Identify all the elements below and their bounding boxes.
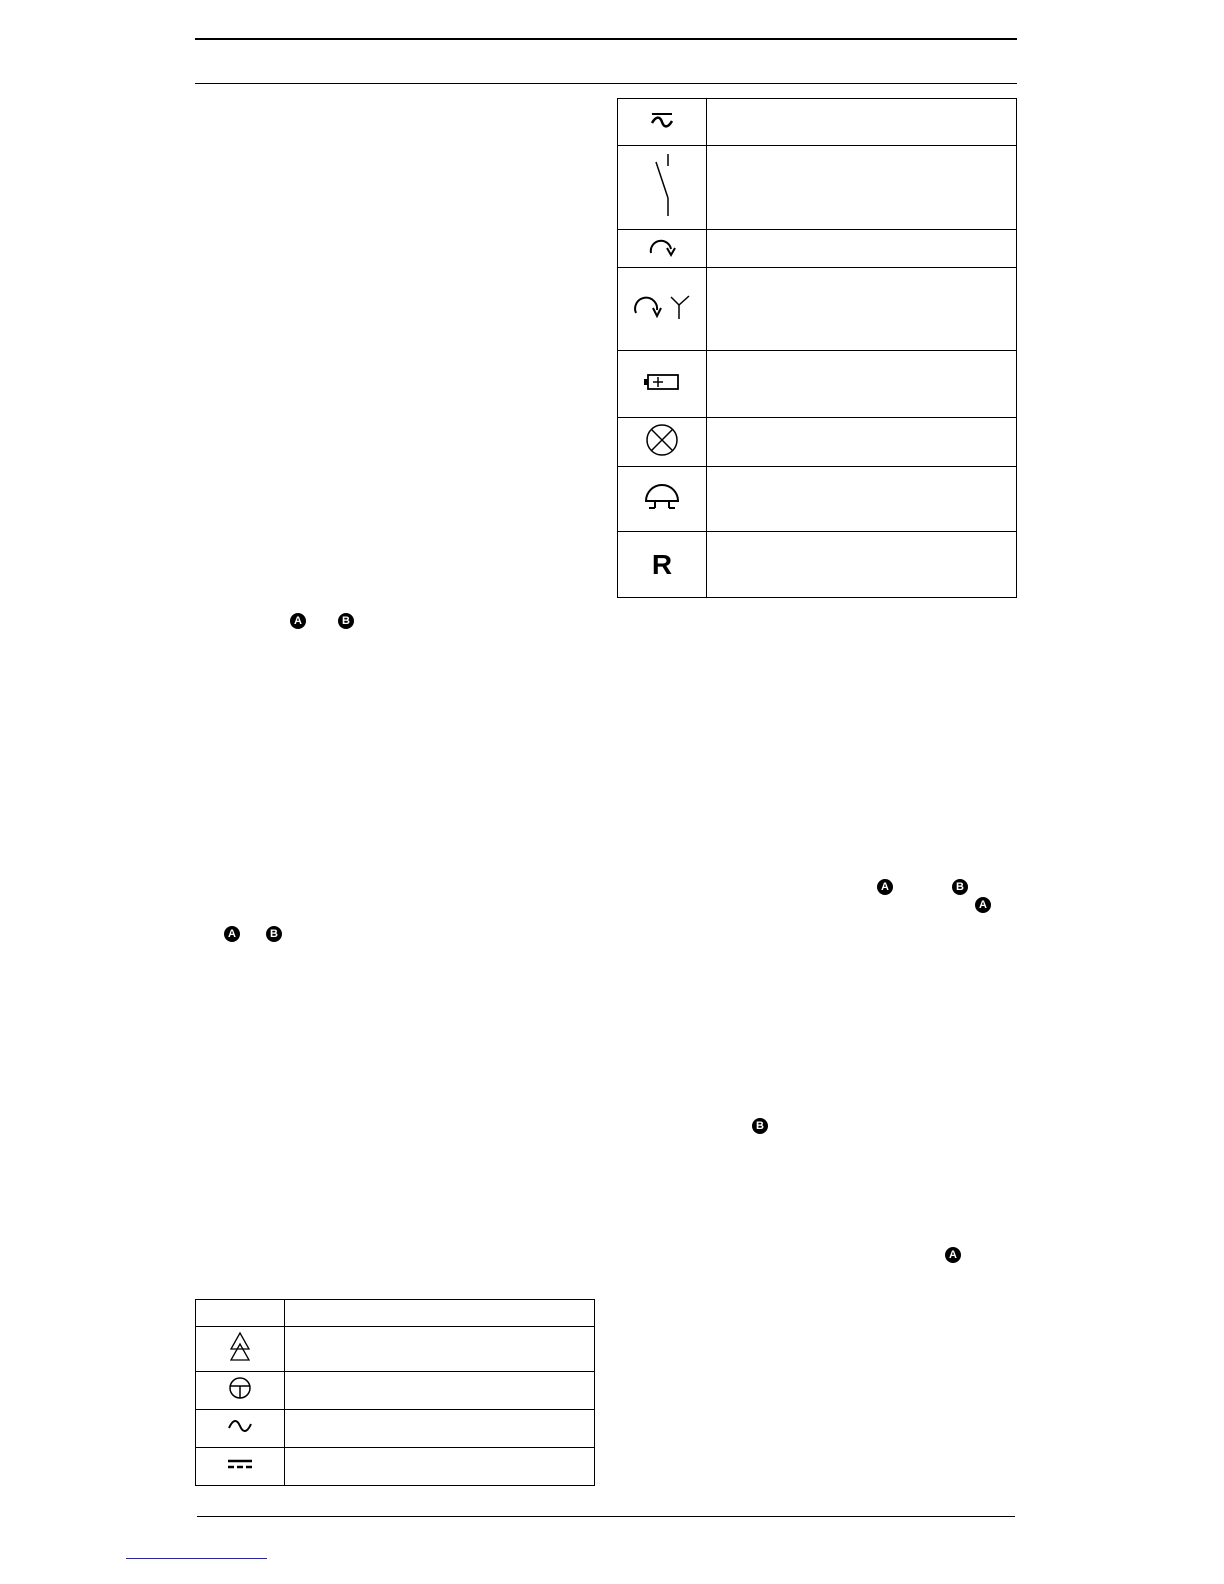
table-row [196,1372,595,1410]
alternating-current-icon [196,1410,285,1448]
table-row [196,1410,595,1448]
symbol-description [707,268,1017,351]
table-row [618,418,1017,467]
symbol-description [707,532,1017,598]
table-row [196,1327,595,1372]
table-row [618,532,1017,598]
rotation-arrow-icon [618,230,707,268]
top-rule [195,38,1017,40]
left-symbol-table [195,1299,595,1486]
table-row [196,1448,595,1486]
table-row [618,268,1017,351]
circle-ground-icon [196,1372,285,1410]
marker-b: B [952,879,968,895]
table-row [618,230,1017,268]
table-header-row [196,1300,595,1327]
symbol-description [707,467,1017,532]
symbol-description [285,1448,595,1486]
marker-a: A [877,879,893,895]
marker-a: A [290,613,306,629]
table-row [618,467,1017,532]
lamp-icon [618,418,707,467]
table-row [618,146,1017,230]
r-letter-icon [618,532,707,598]
header-rule [195,83,1017,84]
table-row [618,351,1017,418]
header-cell [285,1300,595,1327]
direct-current-icon [196,1448,285,1486]
marker-a: A [975,897,991,913]
marker-a: A [224,926,240,942]
symbol-description [707,230,1017,268]
switch-symbol-icon [618,146,707,230]
symbol-description [707,146,1017,230]
marker-b: B [752,1118,768,1134]
symbol-description [707,418,1017,467]
battery-icon [618,351,707,418]
double-triangle-icon [196,1327,285,1372]
symbol-description [707,99,1017,146]
ac-dc-symbol-icon [618,99,707,146]
right-symbol-table [617,98,1017,598]
header-cell [196,1300,285,1327]
marker-b: B [338,613,354,629]
rotation-fan-icon [618,268,707,351]
r-letter: R [651,548,673,580]
table-row [618,99,1017,146]
symbol-description [285,1372,595,1410]
symbol-description [707,351,1017,418]
buzzer-icon [618,467,707,532]
marker-b: B [266,926,282,942]
symbol-description [285,1410,595,1448]
symbol-description [285,1327,595,1372]
footer-link-underline[interactable] [126,1558,267,1559]
footer-rule [197,1516,1015,1517]
marker-a: A [945,1247,961,1263]
